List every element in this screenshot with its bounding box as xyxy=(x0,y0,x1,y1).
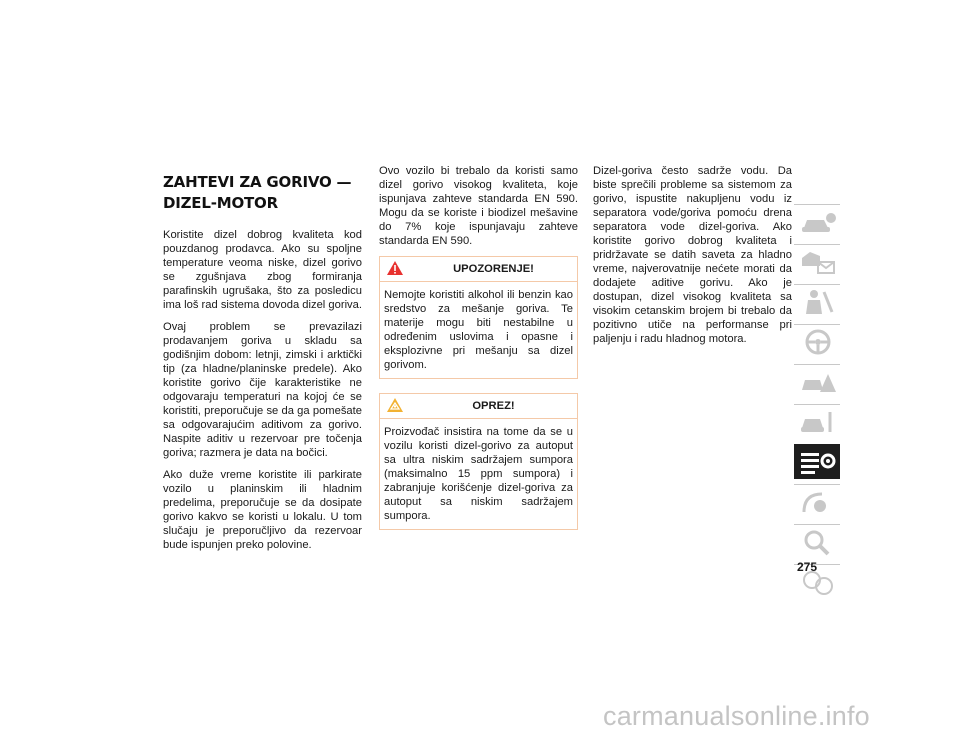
column-middle xyxy=(379,164,578,530)
page-number: 275 xyxy=(797,560,818,574)
list-gear-icon xyxy=(798,448,838,476)
warning-box xyxy=(379,256,578,379)
tab-technical-specifications[interactable] xyxy=(794,444,840,479)
paragraph: Ako duže vreme koristite ili parkirate vozilo u planinskim ili hladnim predelima, preporučuje se da dosipate gorivo kakvo se koristi u lokalu. U tom slučaju je preporučljivo da rezervoar bude ispunjen preko polovine. xyxy=(163,469,362,551)
paragraph: Dizel-goriva često sadrže vodu. Da biste sprečili probleme sa sistemom za gorivo, ispustite nakupljenu vodu iz separatora vode/goriva pomoću drena separatora vode dizel-goriva. Ako koristite gorivo dobrog kvaliteta i pridržavate se datih saveta za hladno vreme, najverovatnije nećete morati da dodajete aditive gorivu. Ako je dostupan, dizel visokog kvaliteta sa visokim cetanskim brojem bi trebalo da pozitivno utiče na performanse pri paljenju i radu hladnog motora. xyxy=(593,165,792,345)
section-heading xyxy=(163,172,362,214)
tab-dashboard[interactable] xyxy=(794,244,840,279)
envelope-car-icon xyxy=(798,248,838,276)
chapter-tabs xyxy=(794,204,840,604)
caution-box xyxy=(379,393,578,530)
watermark: carmanualsonline.info xyxy=(603,701,870,731)
warning-text: Nemojte koristiti alkohol ili benzin kao sredstvo za mešanje goriva. Te materije mogu biti nestabilne u određenim uslovima i opasne i eksplozivne pri mešanju sa dizel gorivom. xyxy=(384,289,573,371)
seatbelt-icon xyxy=(798,288,838,316)
column-left xyxy=(163,168,362,560)
caution-text: Proizvođač insistira na tome da se u vozilu koristi dizel-gorivo za autoput sa ultra niskim sadržajem sumpora (maksimalno 15 ppm sumpora) i zabranjuje korišćenje dizel-goriva za autoput sa niskim sadržajem sumpora. xyxy=(384,426,573,522)
tab-index[interactable] xyxy=(794,524,840,559)
paragraph: Ovaj problem se prevazilazi prodavanjem goriva u skladu sa godišnjim dobom: letnji, zimski i arktički tip (za hladne/planinske predele). Ako koristite gorivo čije karakteristike ne odgovaraju temperaturi na kojoj će se koristiti, preporučuje se da ga pomešate sa odgovarajućim aditivom za gorivo. Naspite aditiv u rezervoar pre točenja goriva; razmera je data na bočici. xyxy=(163,321,362,459)
tab-multimedia[interactable] xyxy=(794,484,840,519)
caution-header xyxy=(380,394,577,419)
warning-header xyxy=(380,257,577,282)
heading-line-1: ZAHTEVI ZA GORIVO — xyxy=(163,173,352,191)
car-wrench-icon xyxy=(798,408,838,436)
emergency-car-icon xyxy=(798,368,838,396)
paragraph: Koristite dizel dobrog kvaliteta kod pouzdanog prodavca. Ako su spoljne temperature veoma niske, dizel gorivo se zgušnjava zbog formiranja parafinskih ugrušaka, što za posledicu ima loš rad sistema dovoda dizel goriva. xyxy=(163,229,362,311)
tab-vehicle-intro[interactable] xyxy=(794,204,840,239)
heading-line-2: DIZEL-MOTOR xyxy=(163,194,278,212)
multimedia-icon xyxy=(798,488,838,516)
steering-wheel-icon xyxy=(798,328,838,356)
intro-paragraph: Ovo vozilo bi trebalo da koristi samo dizel gorivo visokog kvaliteta, koje ispunjava zahteve standarda EN 590. Mogu da se koriste i biodizel mešavine do 7% koje ispunjavaju zahteve standarda EN 590. xyxy=(379,165,578,247)
warning-title: UPOZORENJE! xyxy=(453,263,534,275)
tab-safety[interactable] xyxy=(794,284,840,319)
car-key-icon xyxy=(798,208,838,236)
magnifier-icon xyxy=(798,528,838,556)
tab-emergency[interactable] xyxy=(794,364,840,399)
column-right xyxy=(593,164,792,354)
tab-servicing[interactable] xyxy=(794,404,840,439)
caution-title: OPREZ! xyxy=(472,400,515,412)
tab-driving[interactable] xyxy=(794,324,840,359)
